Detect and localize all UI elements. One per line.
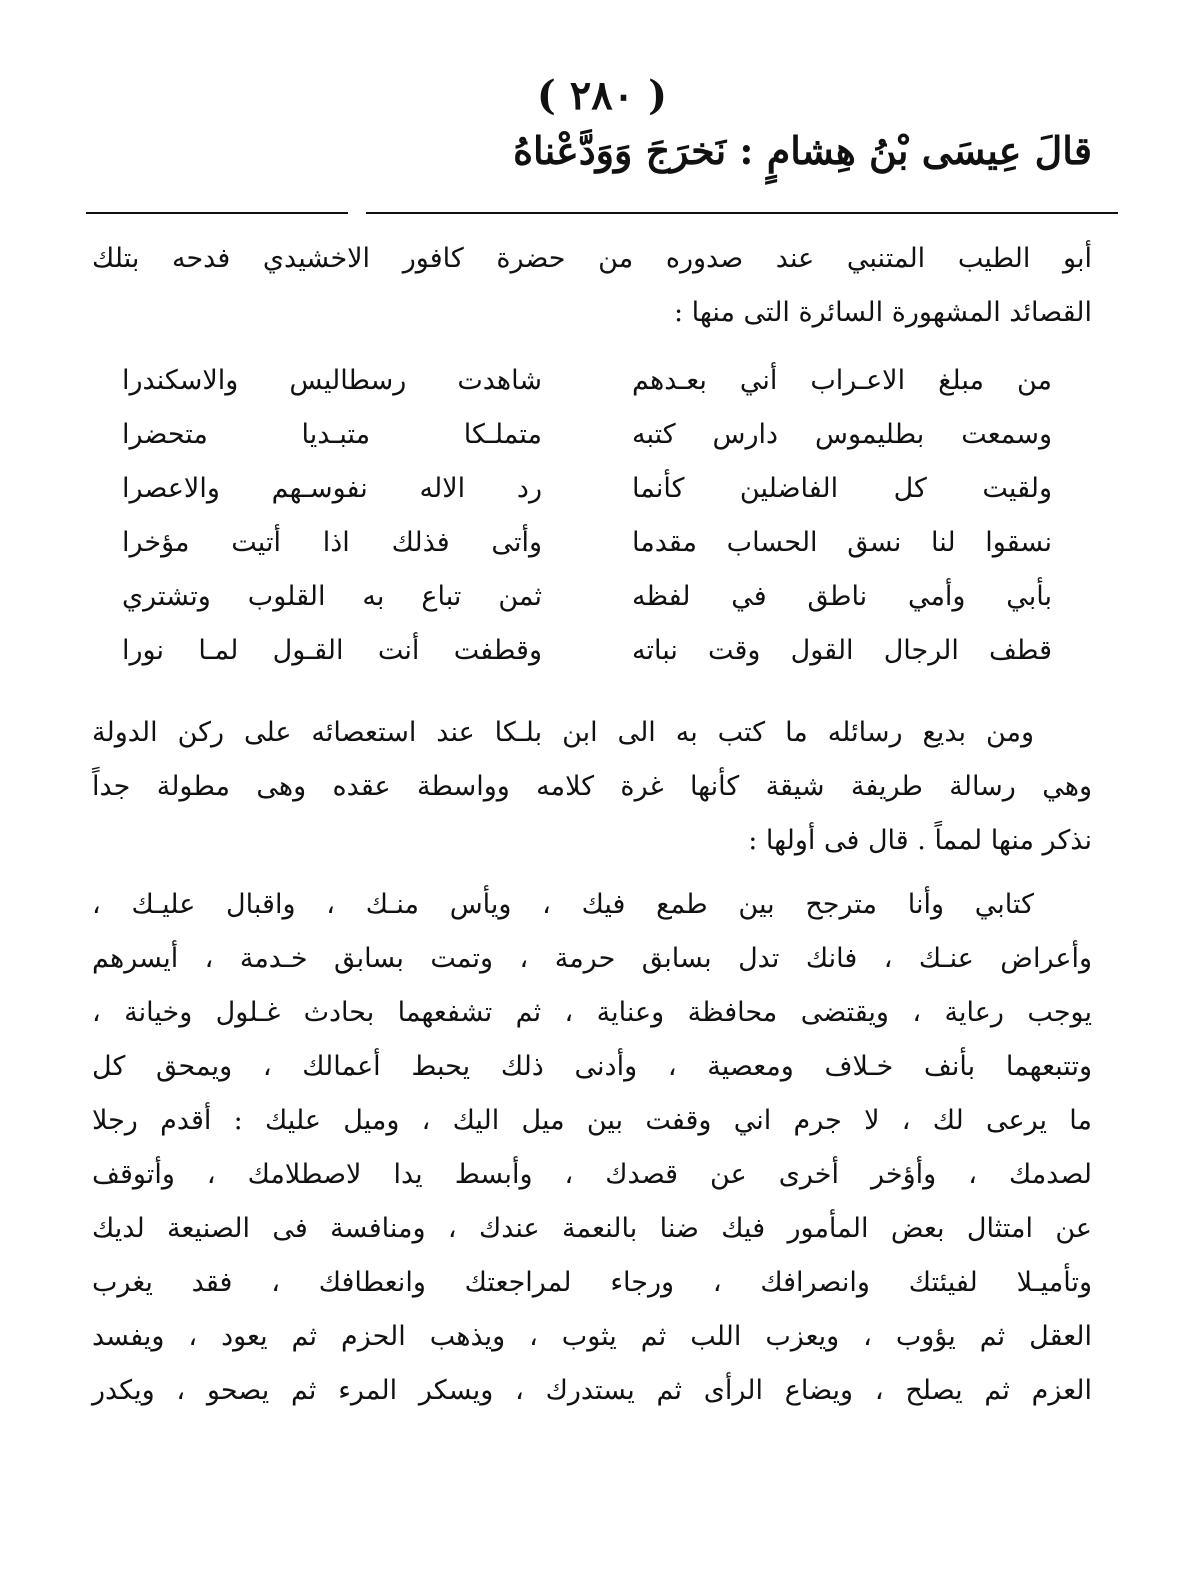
verse-second-hemistich: ثمن تباع به القلوب وتشتري: [122, 581, 542, 612]
verse-second-hemistich: رد الاله نفوسـهم والاعصرا: [122, 473, 542, 504]
verse: [92, 354, 1092, 408]
text-line: العزم ثم يصلح ، ويضاع الرأى ثم يستدرك ، ويسكر المرء ثم يصحو ، ويكدر: [92, 1375, 1092, 1406]
text-line: عن امتثال بعض المأمور فيك ضنا بالنعمة عندك ، ومنافسة فى الصنيعة لديك: [92, 1213, 1092, 1244]
text-line: العقل ثم يؤوب ، ويعزب اللب ثم يثوب ، ويذهب الحزم ثم يعود ، ويفسد: [92, 1321, 1092, 1352]
verse-first-hemistich: بأبي وأمي ناطق في لفظه: [632, 581, 1052, 612]
letter-paragraph: [92, 878, 1092, 1418]
poem: [92, 354, 1092, 678]
verse: [92, 570, 1092, 624]
text-line: أبو الطيب المتنبي عند صدوره من حضرة كافور الاخشيدي فدحه بتلك: [92, 243, 1092, 274]
page-number: ( ٢٨٠ ): [536, 72, 668, 119]
text-line: ما يرعى لك ، لا جرم اني وقفت بين ميل اليك ، وميل عليك : أقدم رجلا: [92, 1105, 1092, 1136]
verse-first-hemistich: من مبلغ الاعـراب أني بعـدهم: [632, 365, 1052, 396]
verse-first-hemistich: نسقوا لنا نسق الحساب مقدما: [632, 527, 1052, 558]
text-line: يوجب رعاية ، ويقتضى محافظة وعناية ، ثم تشفعهما بحادث غـلول وخيانة ،: [92, 997, 1092, 1028]
header-rule-right: [366, 212, 1118, 214]
verse: [92, 408, 1092, 462]
text-line: نذكر منها لمماً . قال فى أولها :: [748, 825, 1092, 856]
middle-paragraph: [92, 706, 1092, 868]
header-rule-left: [86, 212, 348, 214]
verse-second-hemistich: شاهدت رسطاليس والاسكندرا: [122, 365, 542, 396]
verse-first-hemistich: قطف الرجال القول وقت نباته: [632, 635, 1052, 666]
text-line: لصدمك ، وأؤخر أخرى عن قصدك ، وأبسط يدا لاصطلامك ، وأتوقف: [92, 1159, 1092, 1190]
text-line: كتابي وأنا مترجح بين طمع فيك ، ويأس منـك ، واقبال عليـك ،: [92, 889, 1034, 920]
verse-second-hemistich: متملـكا متبـديا متحضرا: [122, 419, 542, 450]
text-line: القصائد المشهورة السائرة التى منها :: [674, 297, 1092, 328]
verse-second-hemistich: وأتى فذلك اذا أتيت مؤخرا: [122, 527, 542, 558]
intro-paragraph: [92, 232, 1092, 340]
text-line: وتأميـلا لفيئتك وانصرافك ، ورجاء لمراجعتك وانعطافك ، فقد يغرب: [92, 1267, 1092, 1298]
text-line: وأعراض عنـك ، فانك تدل بسابق حرمة ، وتمت بسابق خـدمة ، أيسرهم: [92, 943, 1092, 974]
verse-second-hemistich: وقطفت أنت القـول لمـا نورا: [122, 635, 542, 666]
text-line: ومن بديع رسائله ما كتب به الى ابن بلـكا عند استعصائه على ركن الدولة: [92, 717, 1034, 748]
verse: [92, 462, 1092, 516]
verse: [92, 516, 1092, 570]
text-line: وهي رسالة طريفة شيقة كأنها غرة كلامه وواسطة عقده وهى مطولة جداً: [92, 771, 1092, 802]
verse-first-hemistich: وسمعت بطليموس دارس كتبه: [632, 419, 1052, 450]
verse-first-hemistich: ولقيت كل الفاضلين كأنما: [632, 473, 1052, 504]
running-header: قالَ عِيسَى بْنُ هِشامٍ : نَخرَجَ وَوَدَّعْناهُ: [513, 128, 1092, 173]
verse: [92, 624, 1092, 678]
text-line: وتتبعهما بأنف خـلاف ومعصية ، وأدنى ذلك يحبط أعمالك ، ويمحق كل: [92, 1051, 1092, 1082]
